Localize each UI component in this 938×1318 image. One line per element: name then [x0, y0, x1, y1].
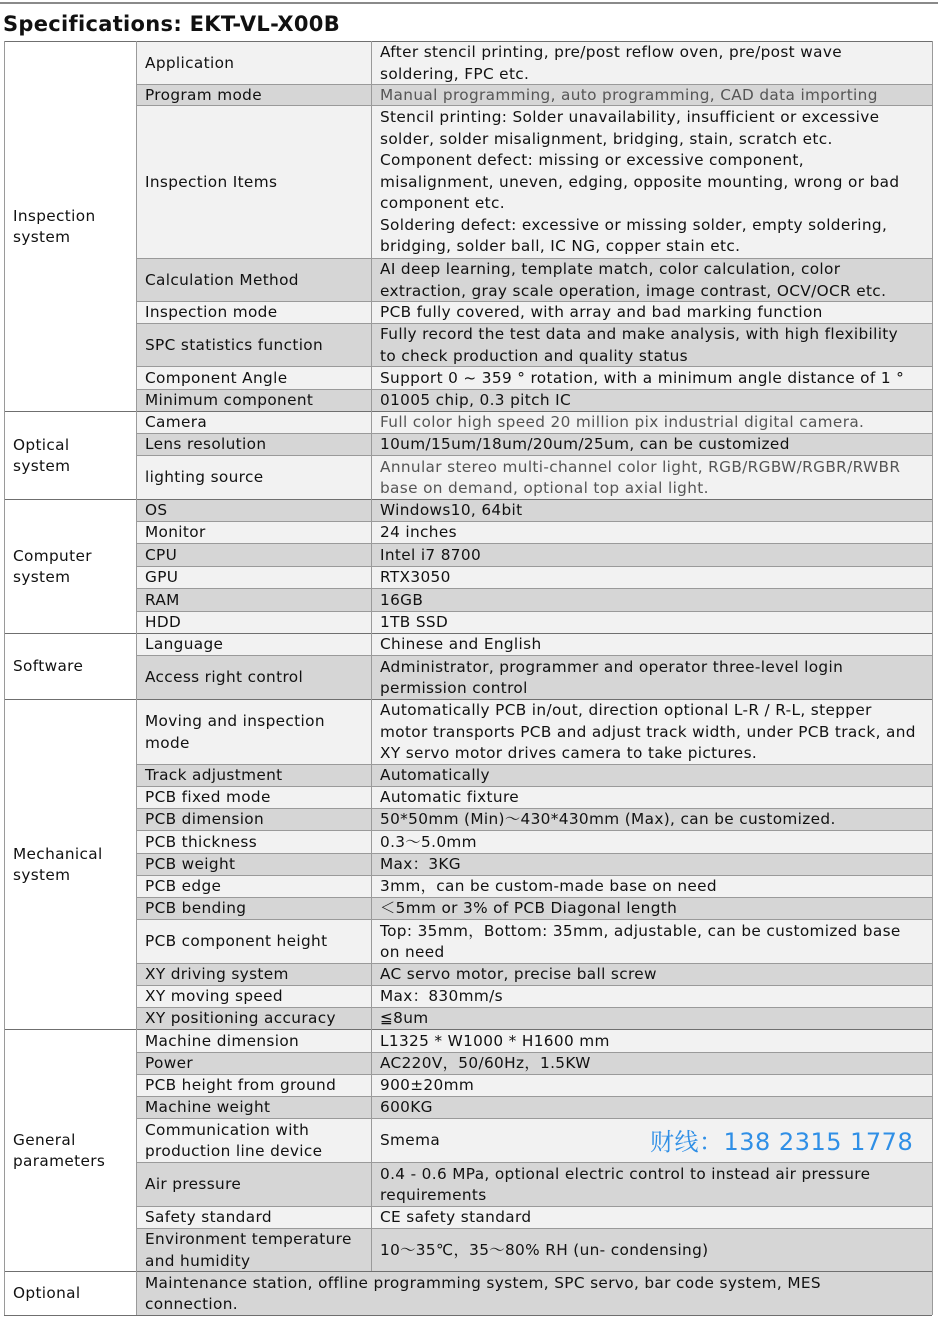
section-name: Software — [13, 657, 84, 676]
row-divider — [137, 853, 932, 854]
column-rule — [932, 499, 933, 633]
spec-label: OS — [145, 501, 168, 520]
section-name: General parameters — [13, 1130, 106, 1170]
column-rule — [136, 1271, 137, 1315]
row-divider — [137, 521, 932, 522]
section-divider — [4, 41, 932, 42]
section-name: Optical system — [13, 435, 71, 475]
section-divider — [4, 1271, 932, 1272]
row-divider — [137, 611, 932, 612]
spec-label: Safety standard — [145, 1208, 272, 1227]
row-divider — [137, 985, 932, 986]
row-divider — [137, 1074, 932, 1075]
section-divider — [4, 499, 932, 500]
spec-label: HDD — [145, 613, 182, 632]
spec-value: Top: 35mm，Bottom: 35mm, adjustable, can be customized base on need — [380, 921, 901, 961]
top-rule — [0, 2, 938, 4]
column-rule — [4, 699, 5, 1029]
row-divider — [137, 1007, 932, 1008]
spec-value: Max：830mm/s — [380, 987, 503, 1006]
spec-label: Monitor — [145, 523, 206, 542]
spec-label: Program mode — [145, 85, 262, 104]
row-divider — [137, 655, 932, 656]
row-divider — [137, 919, 932, 920]
spec-label: CPU — [145, 545, 178, 564]
spec-value: AC220V，50/60Hz，1.5KW — [380, 1054, 591, 1073]
spec-label: RAM — [145, 590, 180, 609]
spec-value: ≦8um — [380, 1009, 429, 1028]
row-divider — [137, 105, 932, 106]
spec-label: XY positioning accuracy — [145, 1009, 336, 1028]
column-rule — [4, 499, 5, 633]
spec-label: PCB bending — [145, 899, 247, 918]
spec-label: PCB thickness — [145, 832, 258, 851]
row-background — [137, 853, 932, 875]
row-background — [137, 588, 932, 611]
page-title: Specifications: EKT-VL-X00B — [3, 12, 341, 36]
column-rule — [4, 411, 5, 499]
spec-label: XY moving speed — [145, 987, 283, 1006]
row-divider — [137, 433, 932, 434]
spec-value: Automatically PCB in/out, direction optional L-R / R-L, stepper motor transports PCB and adjust track width, under PCB track, and XY servo motor drives camera to take pictures. — [380, 701, 916, 763]
column-rule — [371, 499, 372, 633]
spec-value: ＜5mm or 3% of PCB Diagonal length — [380, 899, 678, 918]
row-divider — [137, 84, 932, 85]
spec-value: Intel i7 8700 — [380, 545, 482, 564]
column-rule — [136, 1029, 137, 1271]
spec-label: PCB dimension — [145, 810, 265, 829]
column-rule — [4, 1029, 5, 1271]
spec-label: PCB weight — [145, 855, 236, 874]
section-divider — [4, 1315, 932, 1316]
spec-label: Communication with production line device — [145, 1120, 323, 1160]
row-divider — [137, 1206, 932, 1207]
spec-label: PCB height from ground — [145, 1076, 337, 1095]
row-divider — [137, 301, 932, 302]
spec-label: Lens resolution — [145, 435, 267, 454]
spec-label: Power — [145, 1054, 193, 1073]
spec-value: Annular stereo multi-channel color light, RGB/RGBW/RGBR/RWBR base on demand, optional top axial light. — [380, 457, 901, 497]
contact-watermark: 财线：138 2315 1778 — [650, 1128, 914, 1156]
row-divider — [137, 389, 932, 390]
spec-label: SPC statistics function — [145, 335, 324, 354]
row-divider — [137, 1118, 932, 1119]
row-divider — [137, 830, 932, 831]
spec-label: Machine weight — [145, 1098, 271, 1117]
column-rule — [371, 699, 372, 1029]
section-divider — [4, 1029, 932, 1030]
spec-value: 24 inches — [380, 523, 457, 542]
row-divider — [137, 963, 932, 964]
row-divider — [137, 764, 932, 765]
row-divider — [137, 1096, 932, 1097]
spec-label: Moving and inspection mode — [145, 712, 325, 752]
column-rule — [136, 633, 137, 699]
spec-value: CE safety standard — [380, 1208, 532, 1227]
row-divider — [137, 543, 932, 544]
row-divider — [137, 323, 932, 324]
row-background — [137, 566, 932, 588]
spec-label: Environment temperature and humidity — [145, 1230, 352, 1270]
section-divider — [4, 411, 932, 412]
spec-value: Automatically — [380, 766, 490, 785]
row-divider — [137, 786, 932, 787]
row-background — [137, 521, 932, 543]
spec-value: 50*50mm (Min)～430*430mm (Max), can be customized. — [380, 810, 836, 829]
column-rule — [932, 411, 933, 499]
row-divider — [137, 875, 932, 876]
row-divider — [137, 588, 932, 589]
spec-label: Track adjustment — [145, 766, 283, 785]
spec-label: PCB edge — [145, 877, 222, 896]
row-divider — [137, 366, 932, 367]
column-rule — [932, 1271, 933, 1315]
spec-value: 900±20mm — [380, 1076, 475, 1095]
spec-value: AI deep learning, template match, color calculation, color extraction, gray scale operation, image contrast, OCV/OCR etc. — [380, 260, 887, 300]
row-divider — [137, 566, 932, 567]
column-rule — [4, 633, 5, 699]
row-background — [137, 543, 932, 566]
spec-value: 600KG — [380, 1098, 433, 1117]
section-name: Inspection system — [13, 206, 96, 246]
column-rule — [371, 633, 372, 699]
spec-value: 10～35℃，35～80% RH (un- condensing) — [380, 1240, 709, 1259]
spec-value: Administrator, programmer and operator three-level login permission control — [380, 657, 844, 697]
row-divider — [137, 1162, 932, 1163]
spec-value: RTX3050 — [380, 568, 451, 587]
spec-value: Full color high speed 20 million pix industrial digital camera. — [380, 413, 865, 432]
column-rule — [932, 1029, 933, 1271]
section-divider — [4, 699, 932, 700]
row-divider — [137, 1052, 932, 1053]
spec-value: 3mm，can be custom-made base on need — [380, 877, 717, 896]
spec-value: Windows10, 64bit — [380, 501, 523, 520]
spec-value: Maintenance station, offline programming system, SPC servo, bar code system, MES connection. — [145, 1273, 821, 1313]
spec-label: Application — [145, 53, 235, 72]
spec-label: Component Angle — [145, 368, 288, 387]
spec-label: Calculation Method — [145, 270, 299, 289]
spec-value: 0.3～5.0mm — [380, 832, 477, 851]
row-divider — [137, 808, 932, 809]
column-rule — [932, 633, 933, 699]
spec-label: PCB fixed mode — [145, 788, 271, 807]
spec-value: 1TB SSD — [380, 613, 449, 632]
spec-label: Inspection mode — [145, 303, 278, 322]
spec-label: lighting source — [145, 468, 264, 487]
spec-value: 0.4 - 0.6 MPa, optional electric control to instead air pressure requirements — [380, 1164, 871, 1204]
spec-label: Access right control — [145, 668, 304, 687]
spec-value: Stencil printing: Solder unavailability, insufficient or excessive solder, solder misalignment, bridging, stain, scratch etc. Component defect: missing or excessive component, misalignment, uneven, edging, opposite mounting, wrong or bad component etc. Soldering defect: excessive or missing solder, empty soldering, bridging, solder ball, IC NG, copper stain etc. — [380, 108, 900, 256]
column-rule — [136, 699, 137, 1029]
spec-value: 10um/15um/18um/20um/25um, can be customized — [380, 435, 790, 454]
spec-label: Air pressure — [145, 1175, 242, 1194]
spec-label: XY driving system — [145, 965, 289, 984]
section-name: Mechanical system — [13, 844, 103, 884]
spec-value: AC servo motor, precise ball screw — [380, 965, 657, 984]
row-background — [137, 611, 932, 633]
column-rule — [371, 1029, 372, 1271]
section-name: Optional — [13, 1284, 81, 1303]
spec-value: Automatic fixture — [380, 788, 520, 807]
spec-label: PCB component height — [145, 932, 328, 951]
spec-value: Support 0 ~ 359 ° rotation, with a minimum angle distance of 1 ° — [380, 368, 905, 387]
row-divider — [137, 455, 932, 456]
column-rule — [4, 1271, 5, 1315]
row-divider — [137, 1228, 932, 1229]
spec-value: Max：3KG — [380, 855, 461, 874]
section-name: Computer system — [13, 546, 92, 586]
spec-value: Manual programming, auto programming, CAD data importing — [380, 85, 878, 104]
column-rule — [371, 41, 372, 411]
column-rule — [136, 411, 137, 499]
column-rule — [932, 41, 933, 411]
column-rule — [932, 699, 933, 1029]
column-rule — [371, 411, 372, 499]
column-rule — [136, 41, 137, 411]
spec-value: PCB fully covered, with array and bad marking function — [380, 303, 823, 322]
spec-value: 01005 chip, 0.3 pitch IC — [380, 391, 572, 410]
spec-label: Machine dimension — [145, 1031, 300, 1050]
spec-value: After stencil printing, pre/post reflow oven, pre/post wave soldering, FPC etc. — [380, 43, 842, 83]
spec-value: Chinese and English — [380, 635, 542, 654]
section-divider — [4, 633, 932, 634]
spec-label: GPU — [145, 568, 179, 587]
column-rule — [4, 41, 5, 411]
spec-value: 16GB — [380, 590, 424, 609]
spec-label: Language — [145, 635, 224, 654]
spec-label: Minimum component — [145, 391, 314, 410]
row-divider — [137, 258, 932, 259]
spec-value: Smema — [380, 1131, 441, 1150]
spec-value: Fully record the test data and make analysis, with high flexibility to check production and quality status — [380, 325, 899, 365]
spec-label: Inspection Items — [145, 172, 278, 191]
spec-label: Camera — [145, 413, 208, 432]
spec-value: L1325 * W1000 * H1600 mm — [380, 1031, 610, 1050]
row-background — [137, 499, 932, 521]
row-divider — [137, 897, 932, 898]
column-rule — [136, 499, 137, 633]
